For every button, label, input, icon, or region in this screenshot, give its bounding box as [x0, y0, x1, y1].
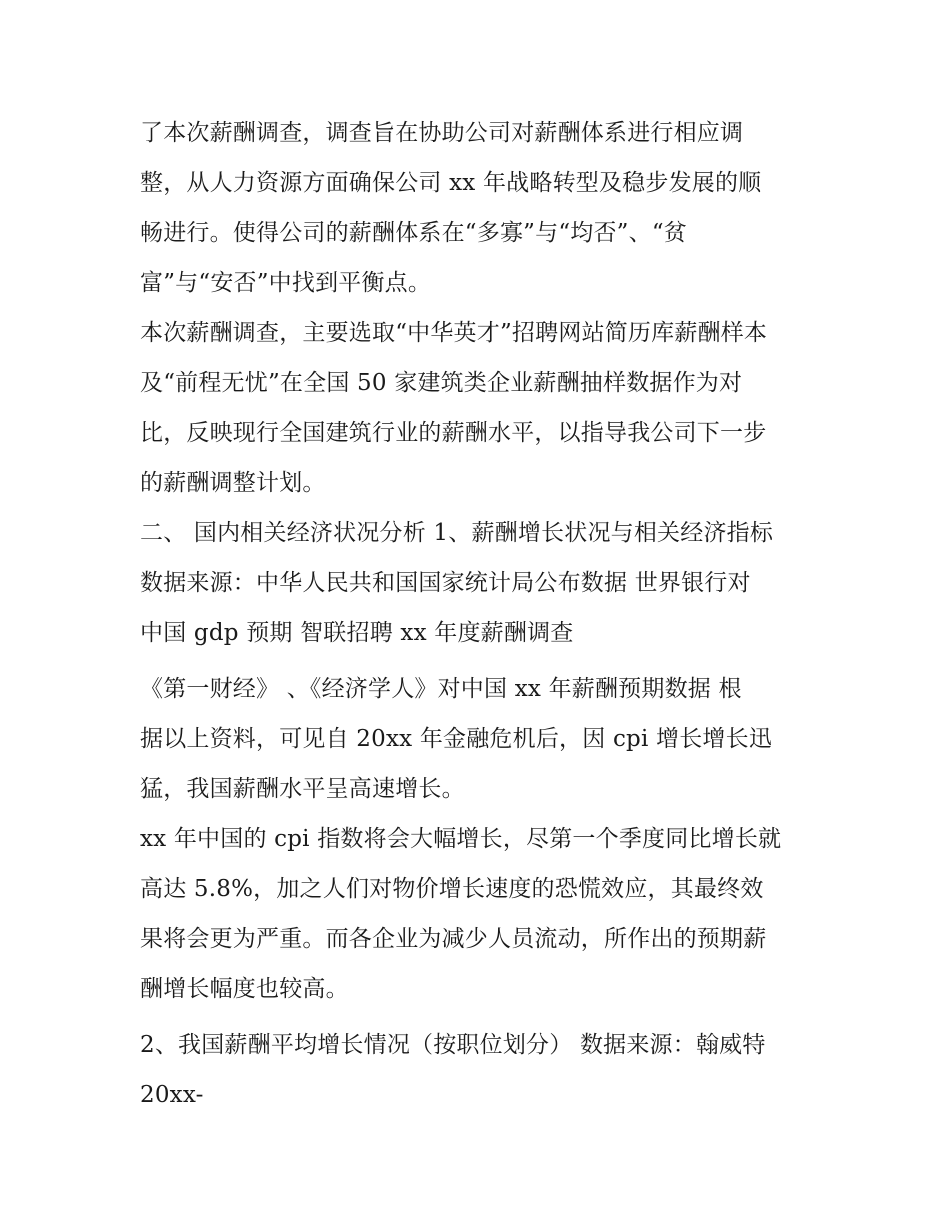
text-line: 2、我国薪酬平均增长情况（按职位划分） 数据来源：翰威特	[140, 1032, 766, 1058]
text-line: 果将会更为严重。而各企业为减少人员流动，所作出的预期薪	[140, 926, 767, 952]
text-line: 酬增长幅度也较高。	[140, 976, 349, 1002]
text-line: 二、 国内相关经济状况分析 1、薪酬增长状况与相关经济指标	[140, 520, 774, 546]
text-line: 中国 gdp 预期 智联招聘 xx 年度薪酬调查	[140, 620, 574, 646]
text-line: xx 年中国的 cpi 指数将会大幅增长，尽第一个季度同比增长就	[140, 826, 782, 852]
text-line: 及“前程无忧”在全国 50 家建筑类企业薪酬抽样数据作为对	[140, 370, 743, 396]
text-line: 整，从人力资源方面确保公司 xx 年战略转型及稳步发展的顺	[140, 170, 762, 196]
text-line: 《第一财经》 、《经济学人》对中国 xx 年薪酬预期数据 根	[140, 676, 742, 702]
text-line: 猛，我国薪酬水平呈高速增长。	[140, 776, 465, 802]
text-line: 高达 5.8%，加之人们对物价增长速度的恐慌效应，其最终效	[140, 876, 764, 902]
text-line: 据以上资料，可见自 20xx 年金融危机后，因 cpi 增长增长迅	[140, 726, 773, 752]
text-line: 本次薪酬调查，主要选取“中华英才”招聘网站简历库薪酬样本	[140, 320, 768, 346]
document-body	[140, 108, 830, 1120]
text-line: 的薪酬调整计划。	[140, 470, 326, 496]
text-line: 20xx-	[140, 1082, 204, 1108]
text-line: 数据来源：中华人民共和国国家统计局公布数据 世界银行对	[140, 570, 751, 596]
text-line: 富”与“安否”中找到平衡点。	[140, 270, 432, 296]
text-line: 比，反映现行全国建筑行业的薪酬水平，以指导我公司下一步	[140, 420, 767, 446]
text-line: 了本次薪酬调查，调查旨在协助公司对薪酬体系进行相应调	[140, 120, 744, 146]
text-line: 畅进行。使得公司的薪酬体系在“多寡”与“均否”、“贫	[140, 220, 687, 246]
